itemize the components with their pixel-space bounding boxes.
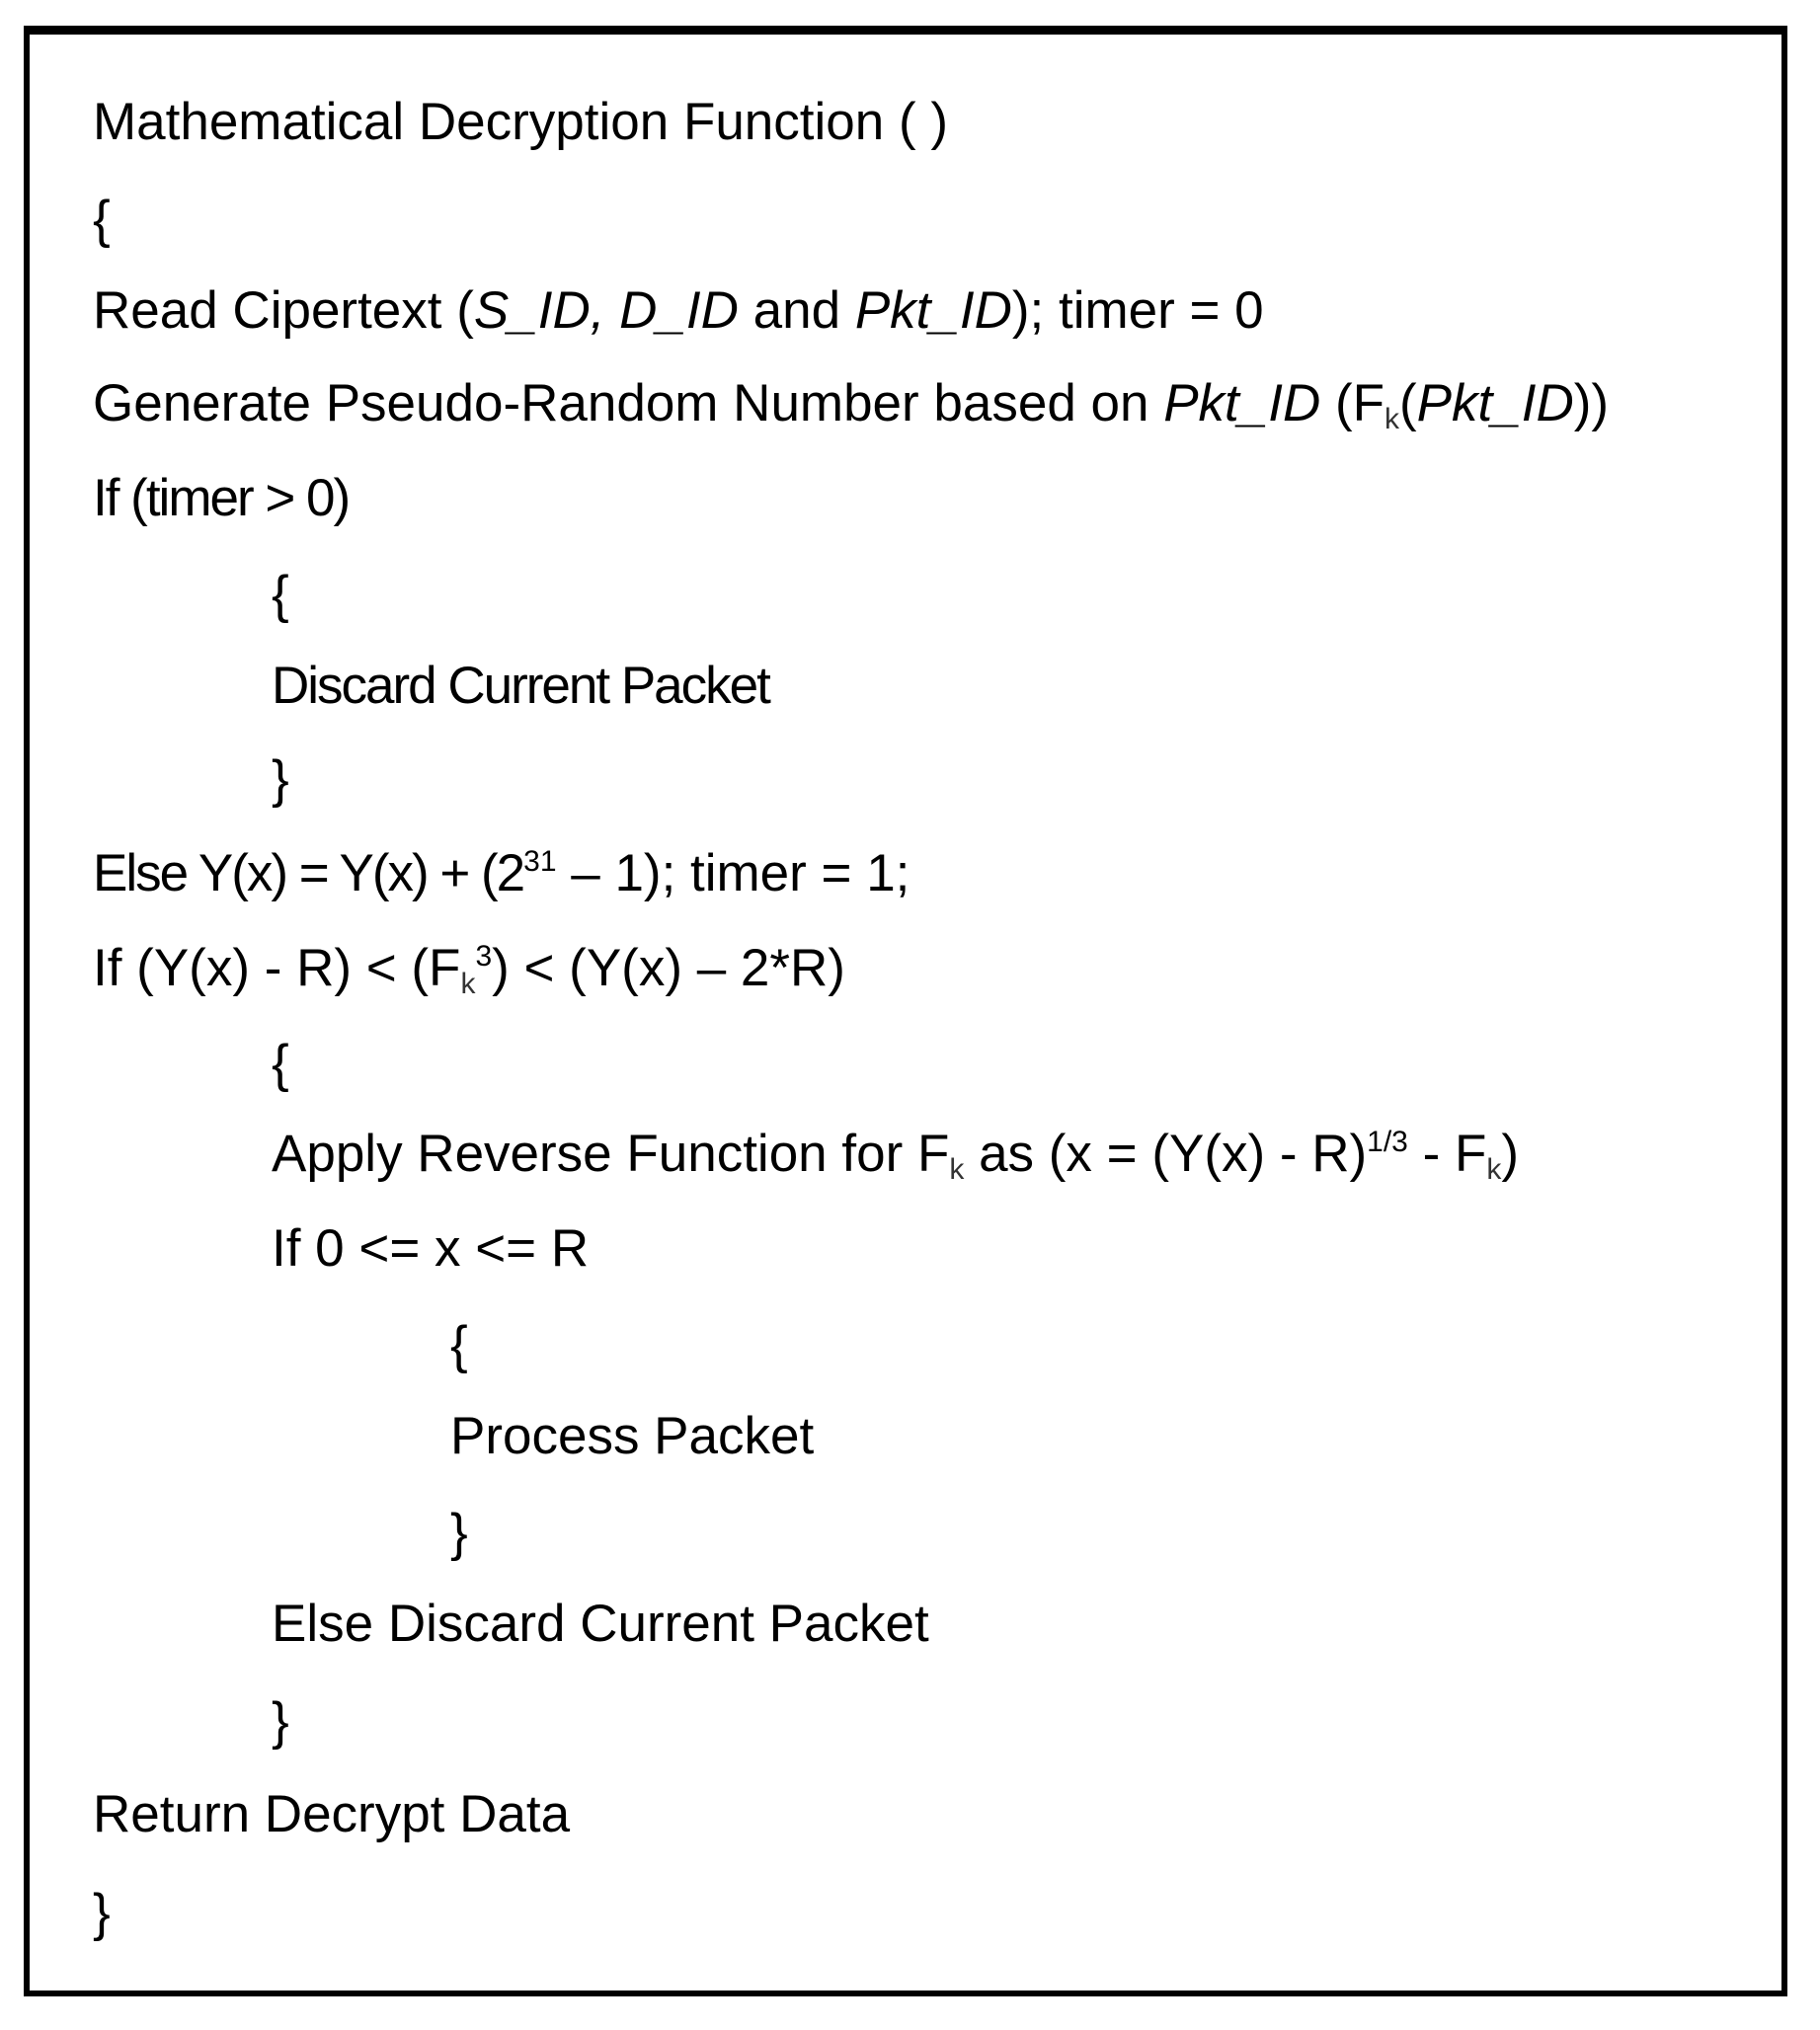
- subscript: k: [1486, 1153, 1502, 1186]
- open-brace: {: [272, 566, 289, 624]
- open-brace: {: [450, 1316, 468, 1374]
- text: Else Y(x) = Y(x) + (2: [93, 844, 524, 902]
- line-else-update: [93, 844, 910, 903]
- line-else-discard: Else Discard Current Packet: [272, 1595, 929, 1653]
- text: Read Cipertext (: [93, 281, 474, 340]
- function-title: Mathematical Decryption Function ( ): [93, 93, 948, 151]
- text: ); timer = 0: [1011, 281, 1264, 340]
- subscript: k: [949, 1153, 965, 1186]
- text: – 1); timer = 1;: [556, 844, 910, 902]
- text: (F: [1320, 374, 1385, 432]
- subscript: k: [460, 968, 476, 1000]
- text: Pkt_ID: [854, 281, 1012, 340]
- close-brace: }: [272, 1692, 289, 1751]
- text: - F: [1407, 1125, 1487, 1183]
- superscript: 3: [475, 940, 493, 973]
- text: Pkt_ID: [1163, 374, 1321, 432]
- line-generate-prn: [93, 374, 1609, 433]
- text: Apply Reverse Function for F: [272, 1125, 950, 1183]
- close-brace: }: [93, 1884, 111, 1942]
- line-read-ciphertext: [93, 281, 1264, 341]
- line-if-timer: If (timer > 0): [93, 469, 350, 527]
- text: (: [1399, 374, 1417, 432]
- close-brace: }: [272, 750, 289, 809]
- text: S_ID, D_ID: [473, 281, 739, 340]
- line-return: Return Decrypt Data: [93, 1785, 571, 1843]
- line-discard: Discard Current Packet: [272, 657, 769, 715]
- text: ) < (Y(x) – 2*R): [492, 939, 845, 997]
- text: )): [1573, 374, 1610, 432]
- open-brace: {: [93, 191, 111, 249]
- superscript: 1/3: [1367, 1126, 1408, 1158]
- text: as (x = (Y(x) - R): [964, 1125, 1368, 1183]
- text: and: [738, 281, 855, 340]
- text: Pkt_ID: [1416, 374, 1574, 432]
- line-if-range: [93, 939, 845, 998]
- open-brace: {: [272, 1035, 289, 1093]
- close-brace: }: [450, 1504, 468, 1562]
- line-process-packet: Process Packet: [450, 1407, 815, 1465]
- text: Generate Pseudo-Random Number based on: [93, 374, 1164, 432]
- line-if-x-range: If 0 <= x <= R: [272, 1219, 590, 1278]
- line-apply-reverse: [272, 1125, 1519, 1184]
- subscript: k: [1385, 403, 1400, 435]
- text: If (Y(x) - R) < (F: [93, 939, 461, 997]
- superscript: 31: [523, 845, 557, 878]
- text: ): [1501, 1125, 1520, 1183]
